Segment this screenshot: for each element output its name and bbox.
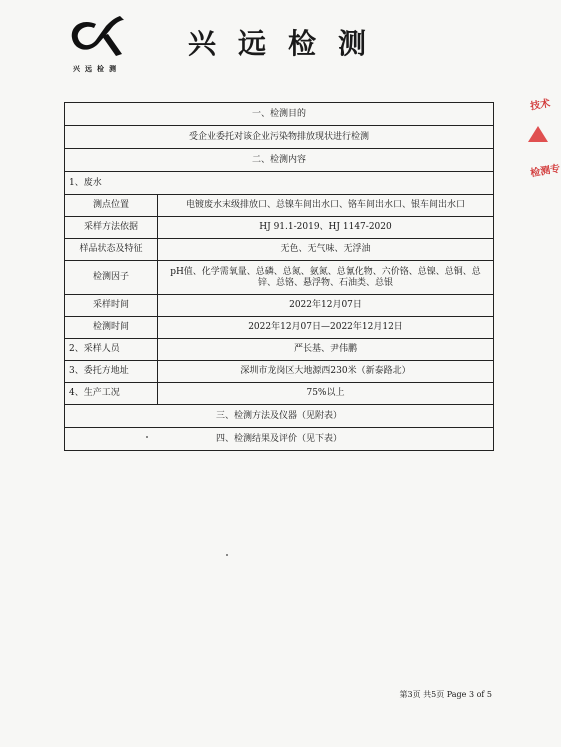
report-table (64, 102, 494, 451)
condition-label: 4、生产工况 (65, 383, 158, 405)
row-value: 2022年12月07日—2022年12月12日 (158, 317, 494, 339)
row-label: 采样时间 (65, 295, 158, 317)
logo-mark-icon (66, 14, 128, 62)
stamp-star-icon (528, 126, 548, 142)
row-label: 采样方法依据 (65, 217, 158, 239)
row-value: pH值、化学需氧量、总磷、总氮、氨氮、总氰化物、六价铬、总镍、总铜、总锌、总铬、悬浮物、石油类、总银 (158, 261, 494, 295)
row-value: 无色、无气味、无浮油 (158, 239, 494, 261)
row-label: 检测因子 (65, 261, 158, 295)
logo-subtitle: 兴远检测 (73, 65, 121, 73)
page-title: 兴远检测 (188, 27, 389, 60)
scan-speck (226, 554, 228, 556)
condition-value: 75%以上 (158, 383, 494, 405)
company-logo (66, 14, 128, 74)
section-heading-purpose: 一、检测目的 (65, 103, 494, 126)
wastewater-heading: 1、废水 (65, 172, 494, 195)
row-label: 检测时间 (65, 317, 158, 339)
row-label: 测点位置 (65, 195, 158, 217)
purpose-text: 受企业委托对该企业污染物排放现状进行检测 (65, 126, 494, 149)
address-label: 3、委托方地址 (65, 361, 158, 383)
scan-speck (146, 436, 148, 438)
stamp-text-bottom: 检测专 (529, 163, 561, 180)
page-number: 第3页 共5页 Page 3 of 5 (399, 690, 492, 699)
red-seal-stamp (524, 92, 561, 182)
address-value: 深圳市龙岗区大地源西230米（新泰路北） (158, 361, 494, 383)
row-value: 电镀废水末级排放口、总镍车间出水口、铬车间出水口、银车间出水口 (158, 195, 494, 217)
section-heading-methods: 三、检测方法及仪器（见附表） (65, 405, 494, 428)
sampler-value: 严长基、尹伟鹏 (158, 339, 494, 361)
section-heading-content: 二、检测内容 (65, 149, 494, 172)
row-label: 样品状态及特征 (65, 239, 158, 261)
row-value: HJ 91.1-2019、HJ 1147-2020 (158, 217, 494, 239)
sampler-label: 2、采样人员 (65, 339, 158, 361)
row-value: 2022年12月07日 (158, 295, 494, 317)
stamp-text-top: 技术 (529, 98, 552, 113)
section-heading-results: 四、检测结果及评价（见下表） (65, 428, 494, 451)
